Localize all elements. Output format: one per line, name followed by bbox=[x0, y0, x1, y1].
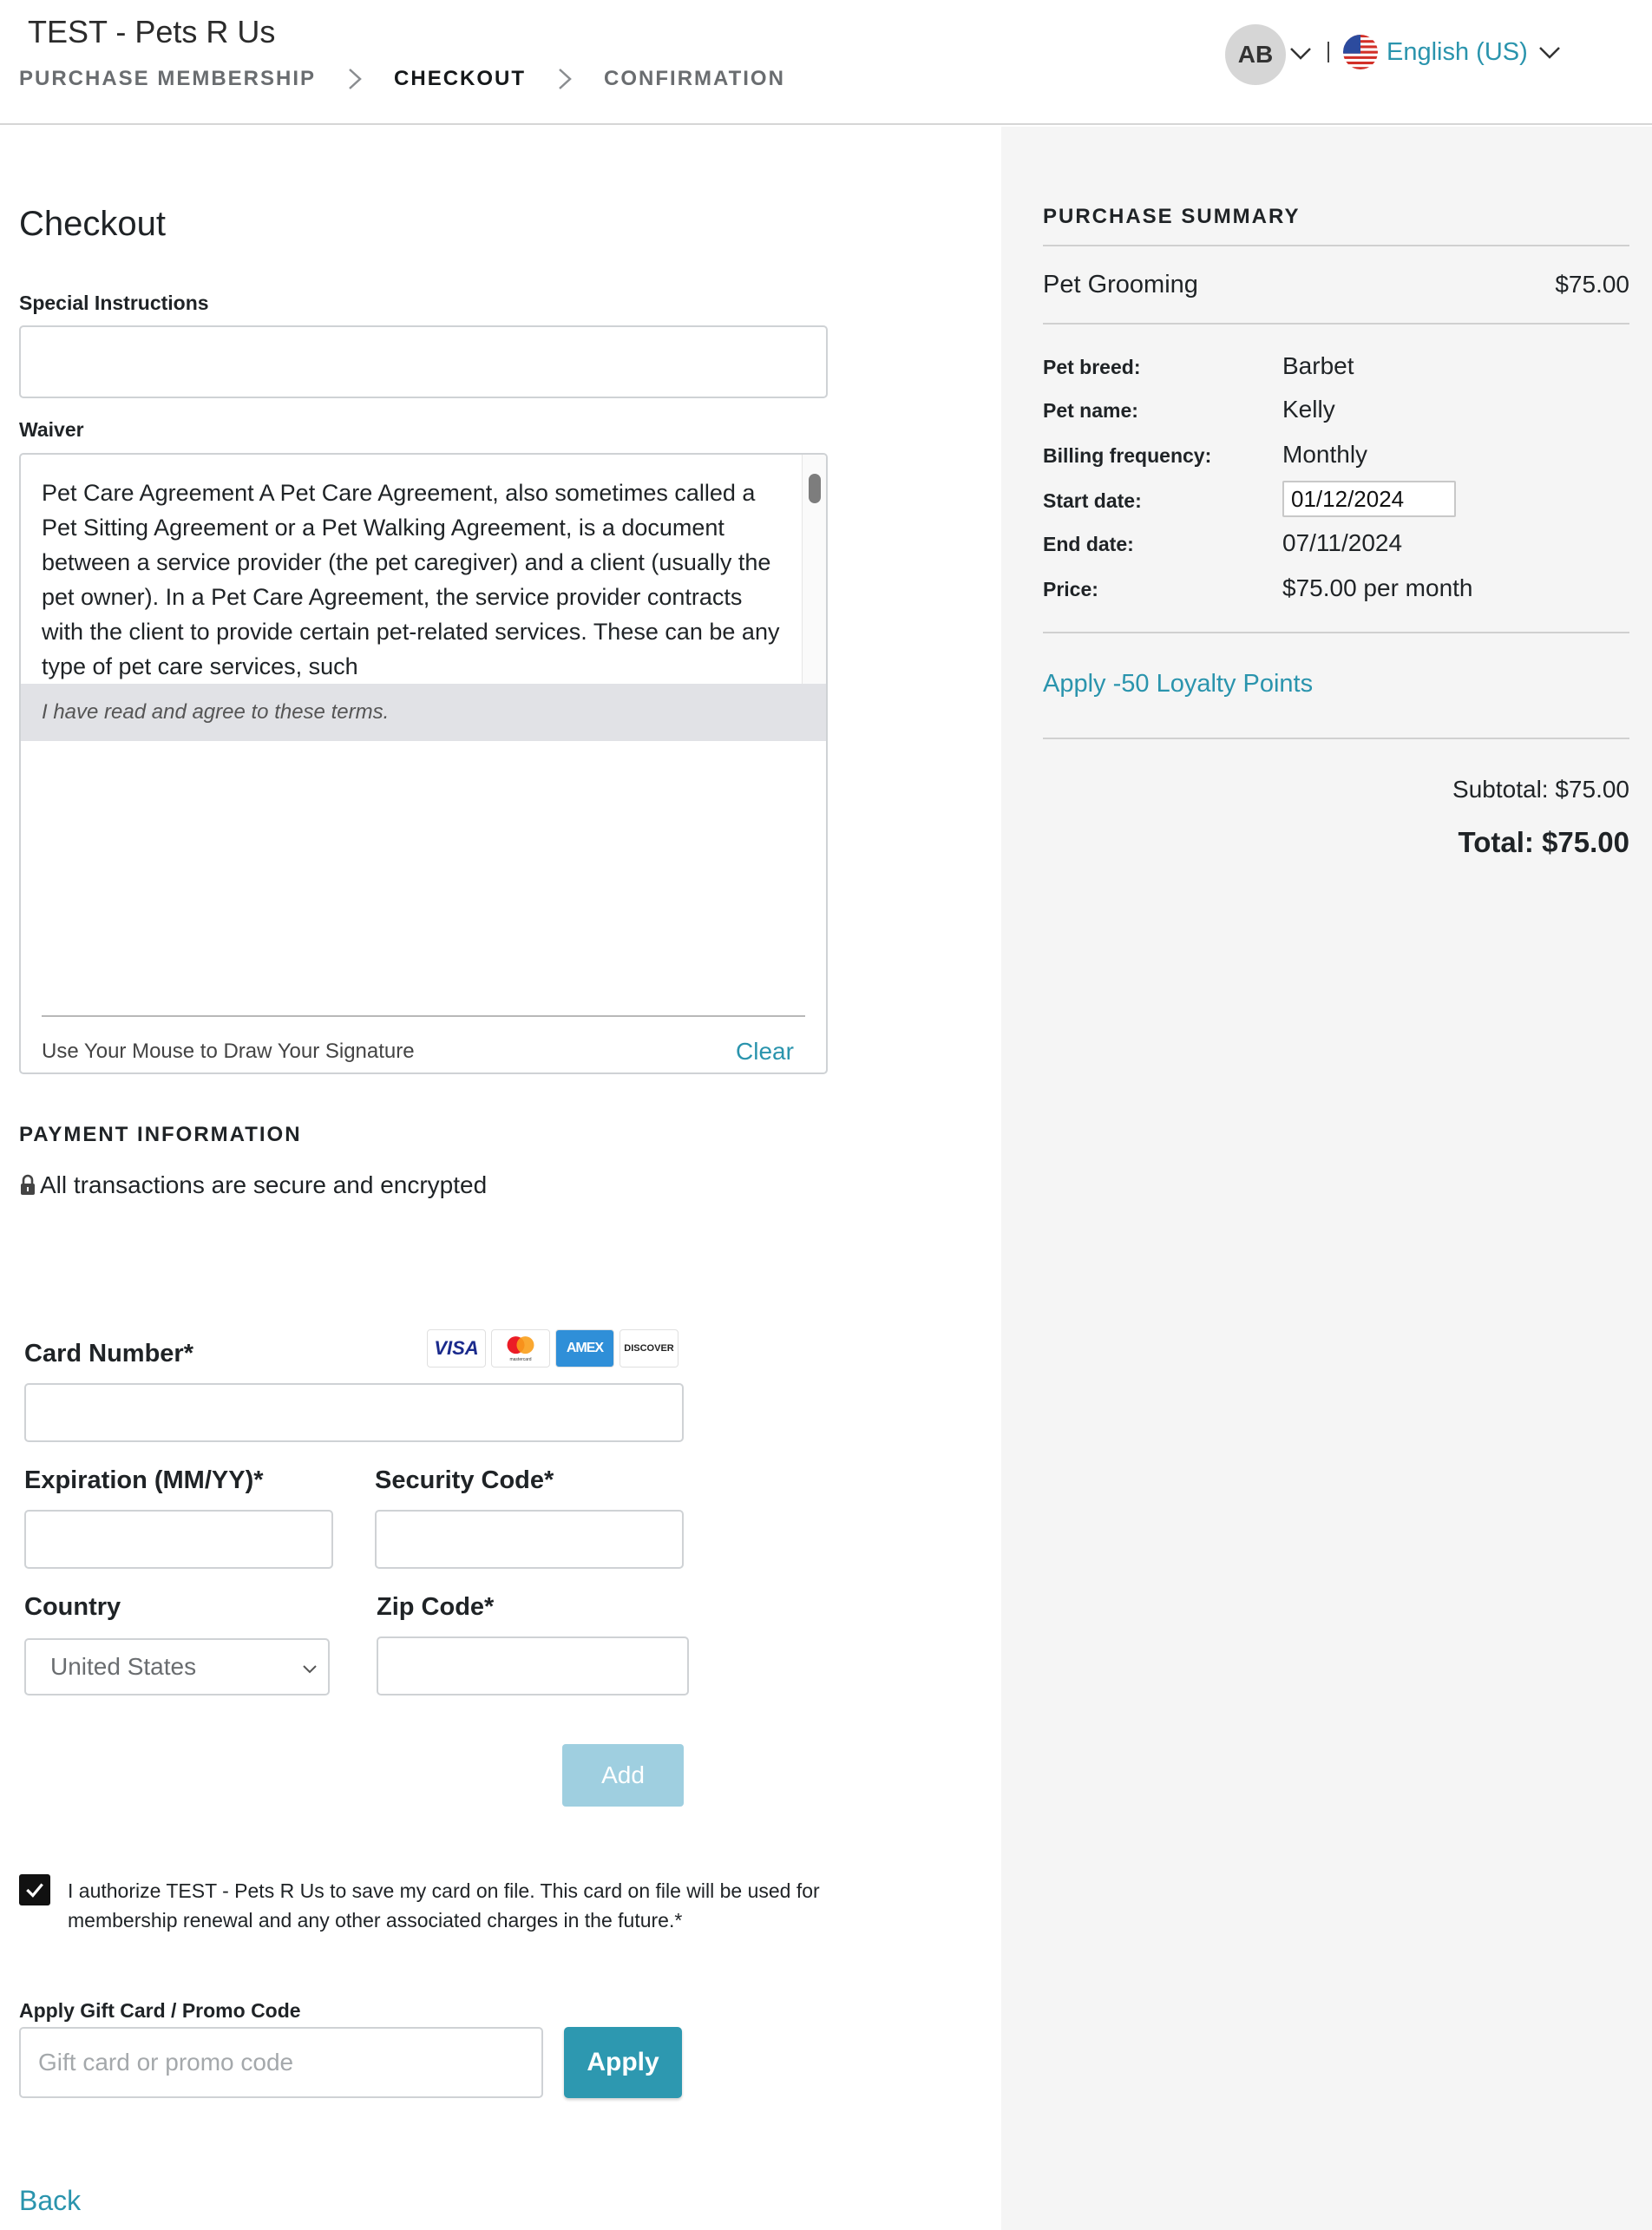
summary-divider bbox=[1043, 323, 1629, 325]
top-header bbox=[0, 0, 1652, 125]
total: Total: $75.00 bbox=[1458, 826, 1629, 858]
detail-key-pet-breed: Pet breed: bbox=[1043, 356, 1141, 378]
zip-code-label: Zip Code* bbox=[377, 1593, 495, 1621]
security-code-label: Security Code* bbox=[375, 1466, 554, 1494]
card-logos bbox=[427, 1329, 678, 1368]
country-select[interactable] bbox=[24, 1638, 330, 1695]
detail-value-pet-name: Kelly bbox=[1282, 396, 1335, 423]
subtotal: Subtotal: $75.00 bbox=[1452, 776, 1629, 803]
country-value: United States bbox=[50, 1653, 197, 1680]
signature-canvas[interactable] bbox=[21, 741, 826, 1015]
detail-key-pet-name: Pet name: bbox=[1043, 399, 1138, 422]
us-flag-icon bbox=[1343, 35, 1378, 69]
header-divider bbox=[1328, 42, 1329, 62]
detail-value-pet-breed: Barbet bbox=[1282, 352, 1354, 379]
checkmark-icon bbox=[23, 1879, 46, 1901]
detail-value-end-date: 07/11/2024 bbox=[1282, 529, 1403, 556]
zip-code-input[interactable] bbox=[377, 1636, 689, 1695]
visa-icon: VISA bbox=[427, 1329, 486, 1368]
chevron-down-icon[interactable] bbox=[1288, 40, 1314, 66]
signature-hint: Use Your Mouse to Draw Your Signature bbox=[42, 1040, 415, 1063]
summary-divider bbox=[1043, 245, 1629, 246]
signature-line bbox=[42, 1015, 805, 1017]
chevron-right-icon bbox=[342, 66, 368, 92]
promo-code-input[interactable] bbox=[19, 2027, 543, 2098]
card-number-label: Card Number* bbox=[24, 1340, 193, 1368]
waiver-scrollbar[interactable] bbox=[802, 455, 826, 684]
breadcrumb bbox=[19, 66, 785, 92]
waiver-text: Pet Care Agreement A Pet Care Agreement, also sometimes called a Pet Sitting Agreement or a Pet Walking Agreement, is a document between a service provider (the pet caregiver) and a client (usually the pet owner). In a Pet Care Agreement, the service provider contracts with the client to provide certain pet-related services. These can be any type of pet care services, such bbox=[42, 480, 780, 679]
detail-value-price: $75.00 per month bbox=[1282, 574, 1473, 601]
apply-promo-button[interactable]: Apply bbox=[564, 2027, 682, 2098]
detail-key-start-date: Start date: bbox=[1043, 489, 1142, 512]
summary-divider bbox=[1043, 738, 1629, 739]
amex-icon: AMEX bbox=[555, 1329, 614, 1368]
special-instructions-input[interactable] bbox=[19, 325, 828, 398]
breadcrumb-confirmation: CONFIRMATION bbox=[604, 67, 785, 90]
page-title: Checkout bbox=[19, 205, 166, 243]
chevron-down-icon bbox=[300, 1659, 319, 1678]
agree-terms-bar: I have read and agree to these terms. bbox=[21, 684, 826, 741]
payment-heading: PAYMENT INFORMATION bbox=[19, 1123, 302, 1146]
waiver-box bbox=[19, 453, 828, 1074]
detail-key-billing-frequency: Billing frequency: bbox=[1043, 444, 1212, 467]
detail-key-price: Price: bbox=[1043, 578, 1098, 600]
discover-icon: DISCOVER bbox=[620, 1329, 678, 1368]
clear-signature-button[interactable]: Clear bbox=[736, 1038, 794, 1065]
chevron-right-icon bbox=[552, 66, 578, 92]
back-link[interactable]: Back bbox=[19, 2185, 82, 2216]
apply-loyalty-points-link[interactable]: Apply -50 Loyalty Points bbox=[1043, 670, 1314, 698]
item-price: $75.00 bbox=[1555, 271, 1629, 298]
detail-value-billing-frequency: Monthly bbox=[1282, 441, 1368, 468]
authorize-text: I authorize TEST - Pets R Us to save my card on file. This card on file will be used for membership renewal and any other associated charges in the future.* bbox=[68, 1879, 820, 1932]
mastercard-icon: mastercard bbox=[491, 1329, 550, 1368]
item-name: Pet Grooming bbox=[1043, 271, 1198, 298]
authorize-checkbox[interactable] bbox=[19, 1874, 50, 1905]
language-label: English (US) bbox=[1386, 37, 1528, 66]
secure-text: All transactions are secure and encrypted bbox=[40, 1171, 488, 1198]
chevron-down-icon bbox=[1537, 39, 1563, 65]
summary-heading: PURCHASE SUMMARY bbox=[1043, 205, 1301, 228]
summary-divider bbox=[1043, 632, 1629, 633]
app-title: TEST - Pets R Us bbox=[28, 14, 276, 49]
promo-label: Apply Gift Card / Promo Code bbox=[19, 1999, 301, 2022]
purchase-summary-panel bbox=[1001, 127, 1652, 2230]
breadcrumb-checkout: CHECKOUT bbox=[394, 67, 527, 90]
country-label: Country bbox=[24, 1593, 121, 1621]
security-code-input[interactable] bbox=[375, 1510, 684, 1569]
lock-icon bbox=[19, 1174, 36, 1197]
expiration-label: Expiration (MM/YY)* bbox=[24, 1466, 264, 1494]
scrollbar-thumb[interactable] bbox=[809, 474, 821, 503]
special-instructions-label: Special Instructions bbox=[19, 292, 209, 314]
card-number-input[interactable] bbox=[24, 1383, 684, 1442]
breadcrumb-purchase-membership[interactable]: PURCHASE MEMBERSHIP bbox=[19, 67, 317, 90]
expiration-input[interactable] bbox=[24, 1510, 333, 1569]
add-card-button[interactable]: Add bbox=[562, 1744, 684, 1807]
detail-key-end-date: End date: bbox=[1043, 533, 1134, 555]
language-selector[interactable] bbox=[1343, 35, 1563, 69]
avatar[interactable]: AB bbox=[1225, 24, 1286, 85]
waiver-label: Waiver bbox=[19, 418, 84, 441]
start-date-input[interactable]: 01/12/2024 bbox=[1282, 481, 1456, 517]
secure-notice bbox=[19, 1171, 487, 1199]
